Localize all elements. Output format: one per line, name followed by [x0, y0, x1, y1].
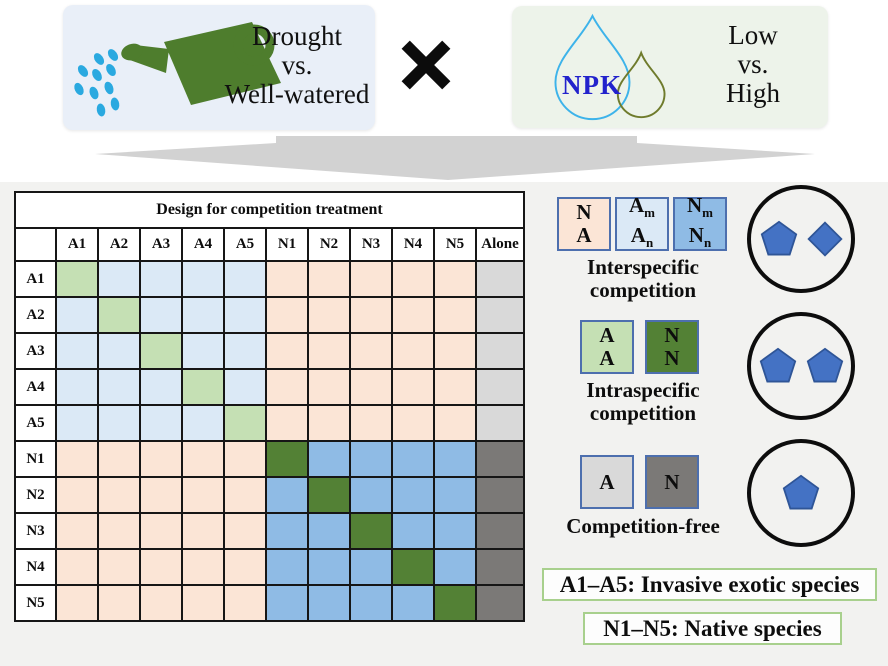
- table-cell-ao: [182, 297, 224, 333]
- pentagon-icon: [805, 347, 845, 385]
- invasive-species-label: A1–A5: Invasive exotic species: [542, 568, 877, 601]
- legend-square: N: [645, 455, 699, 509]
- water-line-1: Drought: [252, 21, 342, 51]
- npk-droplet-icon: [530, 12, 690, 124]
- table-cell-ao: [98, 261, 140, 297]
- table-cell-ca: [476, 333, 524, 369]
- row-header: A1: [15, 261, 56, 297]
- competition-free-squares: [580, 455, 699, 509]
- table-cell-ao: [56, 369, 98, 405]
- table-cell-x: [224, 441, 266, 477]
- table-cell-ad: [98, 297, 140, 333]
- column-header: N5: [434, 228, 476, 261]
- table-cell-no: [434, 513, 476, 549]
- table-cell-x: [350, 333, 392, 369]
- multiplication-icon: [397, 36, 455, 94]
- table-row: [15, 261, 524, 297]
- table-cell-x: [224, 549, 266, 585]
- table-cell-x: [140, 585, 182, 621]
- table-cell-cn: [476, 513, 524, 549]
- table-cell-ao: [182, 333, 224, 369]
- table-cell-ad: [182, 369, 224, 405]
- column-header: A2: [98, 228, 140, 261]
- table-cell-no: [392, 441, 434, 477]
- diamond-icon: [806, 220, 844, 258]
- water-drops-icon: [72, 47, 120, 117]
- legend-square: $N_m$ $N_n$: [673, 197, 727, 251]
- table-cell-no: [266, 549, 308, 585]
- table-cell-ad: [224, 405, 266, 441]
- competition-free-label: Competition-free: [566, 514, 720, 538]
- table-cell-x: [182, 441, 224, 477]
- row-header: A2: [15, 297, 56, 333]
- table-cell-ca: [476, 405, 524, 441]
- native-species-label: N1–N5: Native species: [583, 612, 842, 645]
- pentagon-icon: [758, 347, 798, 385]
- table-cell-x: [308, 261, 350, 297]
- table-cell-ao: [140, 405, 182, 441]
- table-cell-x: [308, 369, 350, 405]
- table-cell-no: [308, 513, 350, 549]
- table-cell-x: [308, 297, 350, 333]
- table-cell-ca: [476, 261, 524, 297]
- column-header: A3: [140, 228, 182, 261]
- table-cell-x: [140, 513, 182, 549]
- table-cell-x: [434, 261, 476, 297]
- table-cell-no: [434, 549, 476, 585]
- table-cell-ao: [224, 297, 266, 333]
- table-cell-x: [266, 297, 308, 333]
- row-header: A5: [15, 405, 56, 441]
- table-cell-no: [350, 477, 392, 513]
- table-cell-ao: [182, 405, 224, 441]
- table-cell-x: [140, 549, 182, 585]
- table-cell-ao: [56, 297, 98, 333]
- table-cell-no: [434, 441, 476, 477]
- table-cell-x: [56, 441, 98, 477]
- table-cell-x: [224, 513, 266, 549]
- table-cell-x: [98, 513, 140, 549]
- table-cell-ao: [140, 297, 182, 333]
- table-cell-x: [308, 333, 350, 369]
- table-cell-x: [182, 549, 224, 585]
- pentagon-icon: [759, 220, 799, 258]
- table-cell-ad: [140, 333, 182, 369]
- table-cell-x: [182, 513, 224, 549]
- table-cell-ad: [56, 261, 98, 297]
- table-cell-x: [224, 477, 266, 513]
- table-cell-x: [98, 585, 140, 621]
- table-row: [15, 549, 524, 585]
- nutrient-line-3: High: [726, 77, 780, 108]
- row-header: N5: [15, 585, 56, 621]
- table-row: [15, 585, 524, 621]
- table-cell-x: [224, 585, 266, 621]
- table-cell-x: [98, 549, 140, 585]
- table-row: [15, 513, 524, 549]
- nutrient-line-2: vs.: [737, 48, 769, 79]
- table-cell-ao: [140, 369, 182, 405]
- npk-label: NPK: [562, 70, 622, 100]
- table-cell-no: [266, 513, 308, 549]
- table-cell-x: [266, 369, 308, 405]
- table-cell-no: [434, 477, 476, 513]
- column-header: N2: [308, 228, 350, 261]
- table-cell-x: [392, 297, 434, 333]
- table-cell-x: [98, 441, 140, 477]
- interspecific-squares: [557, 192, 727, 251]
- table-cell-no: [350, 549, 392, 585]
- table-cell-x: [350, 261, 392, 297]
- competition-free-pot-circle: [747, 439, 855, 547]
- row-header: N1: [15, 441, 56, 477]
- water-treatment-label: [221, 22, 373, 109]
- table-cell-x: [392, 369, 434, 405]
- table-cell-no: [392, 585, 434, 621]
- intraspecific-squares: [580, 320, 699, 374]
- intraspecific-pot-circle: [747, 312, 855, 420]
- table-cell-x: [182, 477, 224, 513]
- column-header: [15, 228, 56, 261]
- table-cell-no: [350, 441, 392, 477]
- table-cell-no: [392, 513, 434, 549]
- table-row: [15, 297, 524, 333]
- table-cell-x: [56, 477, 98, 513]
- table-cell-x: [434, 333, 476, 369]
- legend-square: $A_m$ $A_n$: [615, 197, 669, 251]
- table-cell-x: [182, 585, 224, 621]
- table-cell-cn: [476, 441, 524, 477]
- table-row: [15, 333, 524, 369]
- column-header: A5: [224, 228, 266, 261]
- table-cell-no: [308, 549, 350, 585]
- table-cell-x: [392, 333, 434, 369]
- table-cell-no: [308, 441, 350, 477]
- interspecific-label: Interspecific competition: [587, 255, 699, 302]
- column-header: N1: [266, 228, 308, 261]
- table-cell-x: [56, 513, 98, 549]
- table-cell-ca: [476, 369, 524, 405]
- table-cell-ao: [140, 261, 182, 297]
- table-cell-ca: [476, 297, 524, 333]
- table-cell-nd: [308, 477, 350, 513]
- table-cell-ao: [224, 333, 266, 369]
- table-cell-x: [434, 369, 476, 405]
- table-cell-x: [434, 405, 476, 441]
- pentagon-icon: [781, 474, 821, 512]
- table-cell-x: [392, 261, 434, 297]
- legend-square: N N: [645, 320, 699, 374]
- row-header: N3: [15, 513, 56, 549]
- table-row: [15, 369, 524, 405]
- water-line-2: vs.: [281, 49, 313, 80]
- table-cell-x: [266, 405, 308, 441]
- table-cell-ao: [56, 405, 98, 441]
- competition-table: [14, 191, 525, 622]
- column-header: A4: [182, 228, 224, 261]
- legend-square: A A: [580, 320, 634, 374]
- table-cell-cn: [476, 477, 524, 513]
- table-title: Design for competition treatment: [15, 192, 524, 228]
- table-cell-cn: [476, 585, 524, 621]
- column-header: N4: [392, 228, 434, 261]
- table-cell-x: [98, 477, 140, 513]
- table-cell-no: [350, 585, 392, 621]
- table-row: [15, 405, 524, 441]
- row-header: N2: [15, 477, 56, 513]
- table-cell-x: [140, 441, 182, 477]
- table-cell-nd: [434, 585, 476, 621]
- table-cell-x: [56, 549, 98, 585]
- table-cell-ao: [224, 261, 266, 297]
- table-cell-x: [350, 297, 392, 333]
- nutrient-treatment-box: [512, 6, 828, 128]
- table-cell-x: [308, 405, 350, 441]
- row-header: A3: [15, 333, 56, 369]
- table-cell-x: [56, 585, 98, 621]
- table-cell-x: [266, 261, 308, 297]
- column-header: N3: [350, 228, 392, 261]
- table-cell-x: [392, 405, 434, 441]
- column-header: Alone: [476, 228, 524, 261]
- table-cell-x: [434, 297, 476, 333]
- table-cell-no: [266, 477, 308, 513]
- table-cell-ao: [56, 333, 98, 369]
- row-header: N4: [15, 549, 56, 585]
- table-cell-x: [266, 333, 308, 369]
- legend: [537, 182, 888, 666]
- table-cell-nd: [392, 549, 434, 585]
- table-row: [15, 441, 524, 477]
- table-cell-x: [140, 477, 182, 513]
- table-row: [15, 477, 524, 513]
- table-cell-x: [350, 405, 392, 441]
- interspecific-pot-circle: [747, 185, 855, 293]
- water-line-3: Well-watered: [224, 78, 370, 109]
- table-cell-x: [350, 369, 392, 405]
- table-cell-cn: [476, 549, 524, 585]
- table-cell-no: [308, 585, 350, 621]
- row-header: A4: [15, 369, 56, 405]
- legend-square: A: [580, 455, 634, 509]
- table-cell-ao: [98, 405, 140, 441]
- table-cell-ao: [182, 261, 224, 297]
- table-cell-no: [392, 477, 434, 513]
- design-panel: [0, 182, 888, 666]
- merge-down-arrow-icon: [60, 132, 830, 182]
- column-header: A1: [56, 228, 98, 261]
- table-cell-ao: [224, 369, 266, 405]
- nutrient-treatment-label: [690, 21, 816, 108]
- table-cell-nd: [266, 441, 308, 477]
- legend-square: N A: [557, 197, 611, 251]
- table-cell-no: [266, 585, 308, 621]
- water-treatment-box: [63, 5, 375, 130]
- table-cell-ao: [98, 333, 140, 369]
- table-cell-nd: [350, 513, 392, 549]
- nutrient-line-1: Low: [728, 20, 778, 50]
- intraspecific-label: Intraspecific competition: [586, 378, 700, 425]
- table-cell-ao: [98, 369, 140, 405]
